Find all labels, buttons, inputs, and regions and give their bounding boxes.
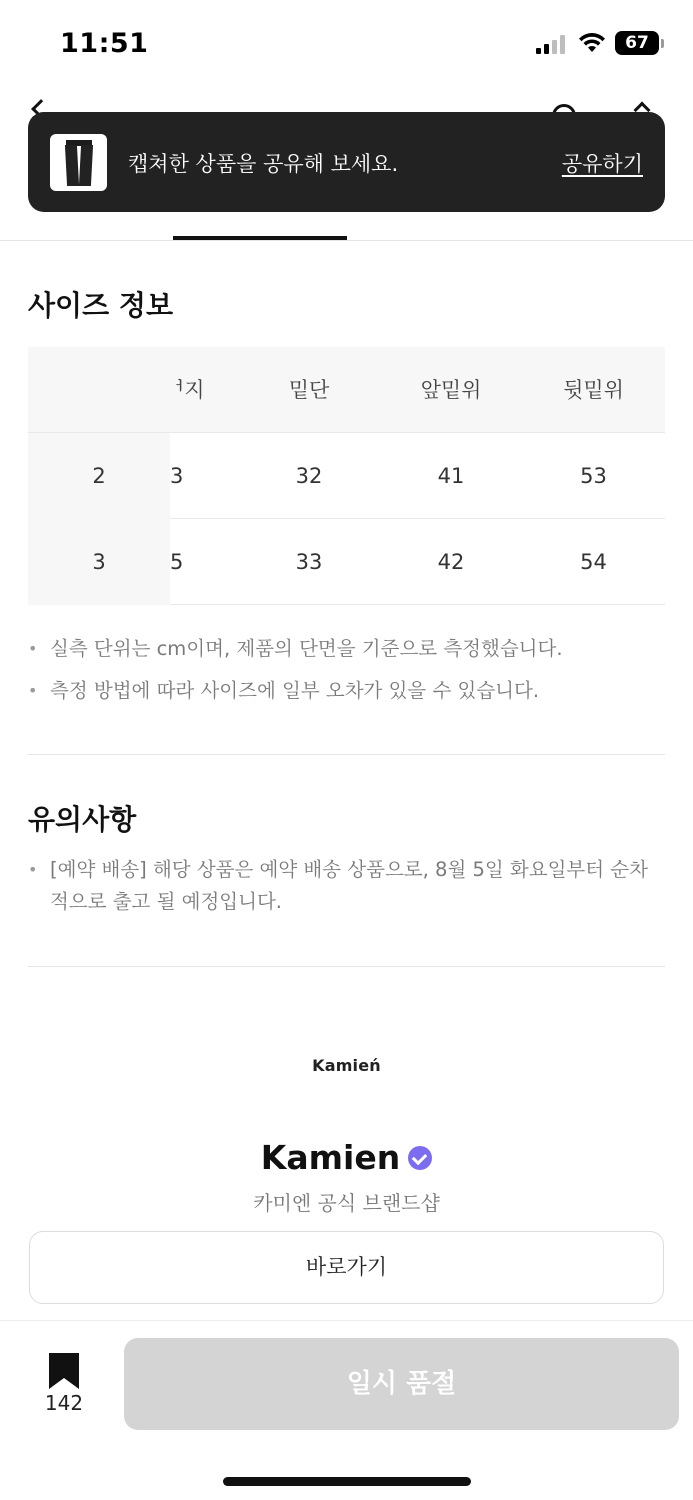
bookmark-count: 142 — [44, 1391, 84, 1415]
table-cell: 33 — [295, 550, 323, 574]
table-cell: 42 — [437, 550, 465, 574]
table-cell: 53 — [580, 464, 607, 488]
table-cell: 32 — [295, 464, 323, 488]
wifi-icon — [578, 32, 606, 54]
pants-icon — [66, 140, 92, 186]
toast-message: 캡쳐한 상품을 공유해 보세요. — [128, 152, 399, 176]
share-button[interactable]: 공유하기 — [561, 152, 643, 176]
header-cell: ᅥ지 — [164, 378, 205, 402]
home-indicator — [223, 1477, 471, 1486]
status-time: 11:51 — [60, 28, 149, 59]
size-notes — [28, 632, 665, 707]
table-cell: 41 — [437, 464, 465, 488]
header-cell: 앞밑위 — [420, 378, 482, 402]
note-item: • 실측 단위는 cm이며, 제품의 단면을 기준으로 측정했습니다. — [28, 632, 665, 665]
product-thumbnail — [50, 134, 107, 191]
battery-tip — [661, 39, 664, 48]
table-row — [28, 519, 665, 605]
brand-logo: Kamień — [312, 1056, 381, 1075]
battery-indicator: 67 — [615, 31, 659, 55]
header-cell: 밑단 — [288, 378, 330, 402]
section-divider — [28, 966, 665, 967]
table-cell: 5 — [170, 550, 184, 574]
cellular-signal-icon — [536, 34, 568, 54]
table-cell: 3 — [170, 464, 184, 488]
note-item: • 측정 방법에 따라 사이즈에 일부 오차가 있을 수 있습니다. — [28, 674, 665, 707]
brand-header — [0, 1138, 693, 1177]
brand-name: Kamien — [260, 1138, 401, 1177]
table-cell: 2 — [92, 464, 106, 488]
brand-description: 카미엔 공식 브랜드샵 — [253, 1191, 440, 1215]
section-divider — [28, 754, 665, 755]
table-header — [28, 347, 665, 433]
table-row — [28, 433, 665, 519]
note-item: • [예약 배송] 해당 상품은 예약 배송 상품으로, 8월 5일 화요일부터 순차적으로 출고 될 예정입니다. — [28, 854, 665, 918]
table-cell: 3 — [92, 550, 106, 574]
bottom-action-bar — [0, 1320, 693, 1500]
header-cell: 뒷밑위 — [563, 378, 624, 402]
table-cell: 54 — [580, 550, 607, 574]
header-cell — [28, 347, 170, 433]
status-bar — [0, 0, 693, 90]
tab-divider — [0, 240, 693, 241]
size-info-title: 사이즈 정보 — [28, 289, 173, 322]
bookmark-icon[interactable] — [48, 1353, 80, 1389]
size-table[interactable] — [28, 347, 665, 605]
caution-notes — [28, 854, 665, 918]
soldout-button[interactable]: 일시 품절 — [124, 1338, 679, 1430]
caution-title: 유의사항 — [28, 803, 137, 836]
share-toast — [28, 112, 665, 212]
verified-badge-icon — [408, 1146, 432, 1170]
brand-shop-button[interactable]: 바로가기 — [29, 1231, 664, 1304]
